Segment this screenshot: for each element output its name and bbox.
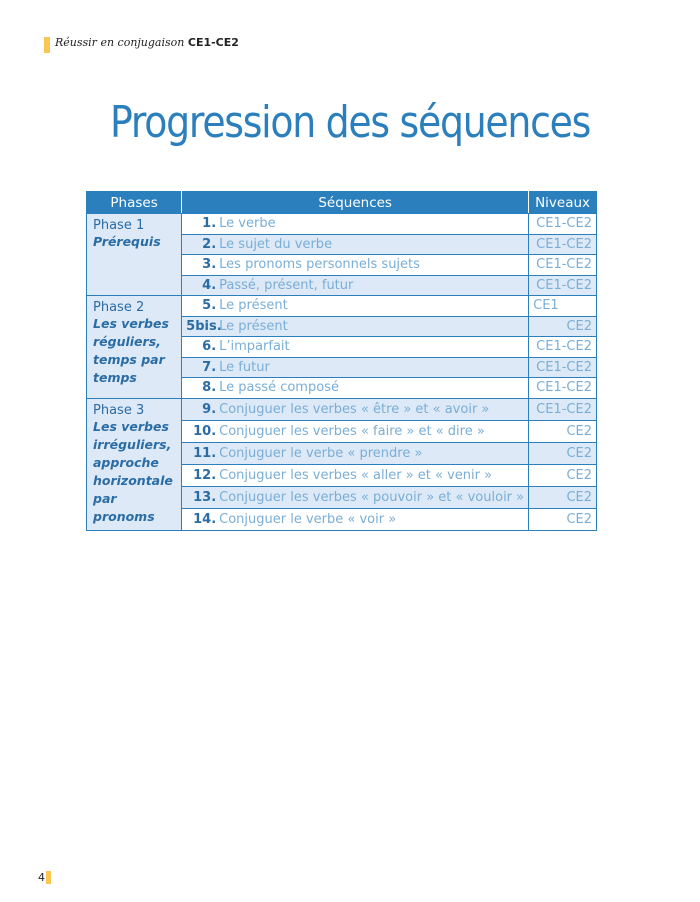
sequence-cell [182,464,529,486]
table-row [87,296,597,317]
sequence-cell [182,508,529,530]
phase-cell-1 [87,214,182,296]
sequence-label: Le passé composé [219,380,339,396]
phase-name: Phase 3 [93,402,145,418]
phase-description: Les verbes irréguliers, approche horizontale par pronoms [93,418,173,524]
column-header-phases: Phases [87,192,182,214]
page-number: 4 [38,871,45,884]
progression-table [86,191,597,531]
level-cell: CE1-CE2 [529,214,597,235]
level-cell: CE1-CE2 [529,357,597,378]
sequence-cell [182,420,529,442]
sequence-label: Conjuguer les verbes « être » et « avoir » [219,401,490,417]
table-row [87,398,597,420]
header-accent-bar [44,37,50,53]
sequence-label: Conjuguer le verbe « prendre » [219,445,423,461]
sequence-label: Conjuguer le verbe « voir » [219,511,397,527]
level-cell: CE2 [529,316,597,337]
sequence-label: Le sujet du verbe [219,236,333,252]
level-cell: CE1-CE2 [529,398,597,420]
footer-accent-bar [46,871,51,884]
sequence-label: Conjuguer les verbes « pouvoir » et « vouloir » [219,489,525,505]
sequence-number: 6. [202,339,217,355]
phase-cell-2 [87,296,182,399]
phase-name: Phase 1 [93,218,145,233]
level-cell: CE2 [529,486,597,508]
sequence-number: 14. [193,511,217,527]
level-cell: CE1-CE2 [529,234,597,255]
column-header-sequences: Séquences [182,192,529,214]
sequence-number: 13. [193,489,217,505]
sequence-number: 11. [193,445,217,461]
column-header-levels: Niveaux [529,192,597,214]
sequence-cell [182,234,529,255]
level-cell: CE2 [529,508,597,530]
sequence-cell [182,316,529,337]
sequence-number: 5. [202,298,217,314]
sequence-number: 1. [202,216,217,232]
sequence-label: L’imparfait [219,339,290,355]
level-cell: CE1-CE2 [529,337,597,358]
sequence-number: 8. [202,380,217,396]
sequence-number: 10. [193,423,217,439]
sequence-label: Le verbe [219,216,276,232]
sequence-number: 3. [202,257,217,273]
sequence-number: 5bis. [186,318,222,334]
sequence-cell [182,337,529,358]
table-header-row [87,192,597,214]
sequence-label: Conjuguer les verbes « aller » et « venir » [219,467,493,483]
phase-description: Les verbes réguliers, temps par temps [93,316,169,385]
sequence-number: 7. [202,359,217,375]
level-cell: CE1-CE2 [529,275,597,296]
level-cell: CE1-CE2 [529,255,597,276]
sequence-cell [182,486,529,508]
level-cell: CE1 [529,296,597,317]
sequence-cell [182,357,529,378]
sequence-label: Le présent [219,318,288,334]
sequence-cell [182,275,529,296]
phase-description: Prérequis [93,234,161,249]
level-cell: CE2 [529,442,597,464]
sequence-cell [182,442,529,464]
table-row [87,214,597,235]
phase-name: Phase 2 [93,300,145,315]
series-level: CE1-CE2 [187,36,239,49]
sequence-cell [182,378,529,399]
sequence-label: Passé, présent, futur [219,277,354,293]
series-title: Réussir en conjugaison [55,36,185,49]
sequence-cell [182,214,529,235]
level-cell: CE2 [529,420,597,442]
running-header [55,36,239,49]
sequence-number: 12. [193,467,217,483]
level-cell: CE1-CE2 [529,378,597,399]
level-cell: CE2 [529,464,597,486]
phase-cell-3 [87,398,182,530]
sequence-label: Les pronoms personnels sujets [219,257,420,273]
page-title: Progression des séquences [109,97,591,148]
sequence-number: 9. [202,401,217,417]
sequence-cell [182,398,529,420]
sequence-label: Conjuguer les verbes « faire » et « dire » [219,423,485,439]
sequence-cell [182,296,529,317]
sequence-cell [182,255,529,276]
sequence-label: Le futur [219,359,270,375]
sequence-label: Le présent [219,298,288,314]
sequence-number: 2. [202,236,217,252]
sequence-number: 4. [202,277,217,293]
